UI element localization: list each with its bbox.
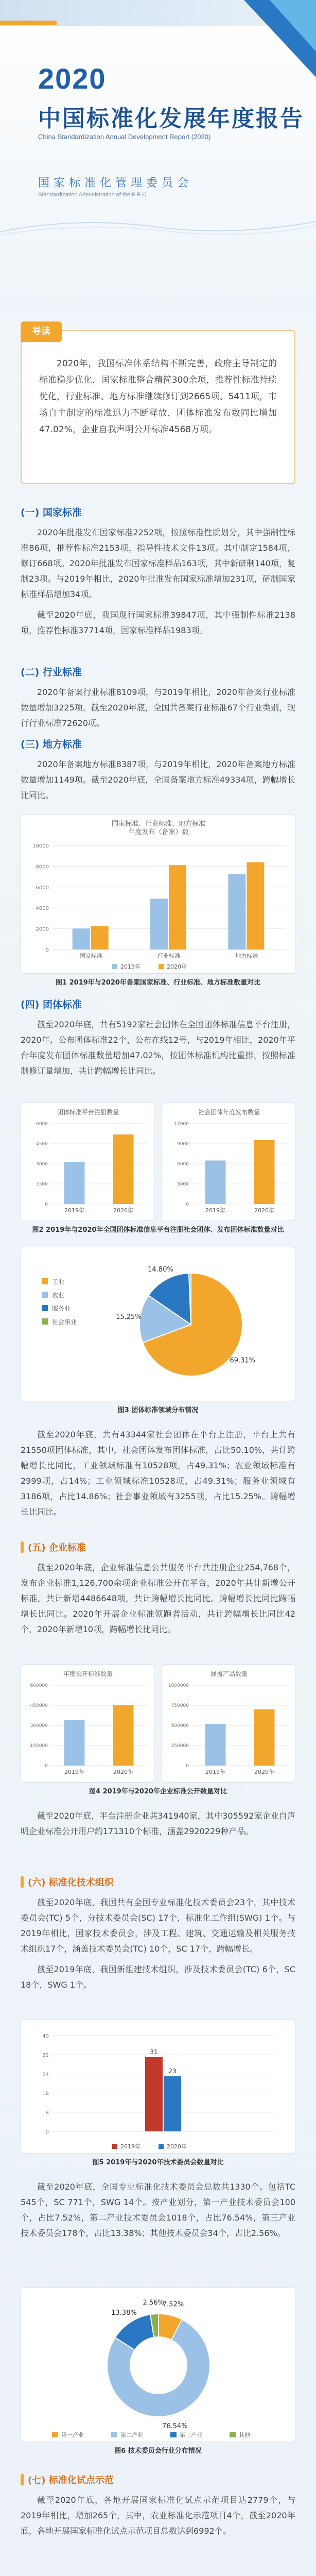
- legend-label: 2020年: [167, 963, 187, 970]
- report-header: [0, 0, 316, 314]
- section-industry-standards: [21, 665, 295, 736]
- y-tick-label: 32: [42, 2053, 49, 2059]
- section-national-standards: [21, 505, 295, 643]
- intro-box: [21, 326, 295, 484]
- legend-label: 第二产业: [120, 2432, 143, 2438]
- legend-swatch: [170, 2432, 177, 2437]
- section-title-text: (七) 标准化试点示范: [28, 2475, 114, 2486]
- chart4-caption: 图4 2019年与2020年企业标准公开数量对比: [89, 1788, 227, 1795]
- legend-label: 2020年: [167, 2143, 187, 2150]
- chart4-container: [21, 1664, 295, 1795]
- section-title-bar: [21, 2474, 24, 2485]
- x-tick-label: 地方标准: [235, 953, 258, 959]
- chart4a-bar-chart: [21, 1665, 155, 1783]
- bar: [228, 874, 245, 950]
- legend-swatch: [52, 2432, 58, 2437]
- intro-text: 2020年，我国标准体系结构不断完善，政府主导制定的标准稳步优化，国家标准整合精简300余项，推荐性标准持续优化，行业标准、地方标准继续修订到2665项、5411项，市场自主制定的标准迅力不断释放，团体标准发布数同比增加47.02%，企业自我声明公开标准4568万项。: [39, 359, 277, 435]
- y-tick-label: 3000: [36, 1162, 48, 1167]
- section-text-2: 截至2020年底，我国现行国家标准39847项，其中强制性标准2138项，推荐性标准37714项，国家标准样品1983项。: [21, 610, 295, 635]
- legend-swatch: [112, 964, 117, 969]
- y-tick-label: 12000: [174, 1122, 189, 1127]
- bar: [247, 862, 264, 950]
- legend-label: 服务业: [52, 1305, 71, 1312]
- bar: [164, 2076, 181, 2131]
- legend-swatch: [42, 1318, 48, 1325]
- bar: [64, 1162, 85, 1204]
- intro-tag: 导读: [21, 321, 62, 342]
- chart1-box: [21, 814, 295, 974]
- bar: [113, 1134, 134, 1204]
- section-text: 截至2020年底，各地开展国家标准化试点示范项目达2779个，与2019年相比，增加265个，其中，农业标准化示范项目4个，截至2020年底，各地开展国家标准化试点示范项目总数达到6992个。: [21, 2495, 295, 2536]
- section-text: 截至2020年底，我国共有全国专业标准化技术委员会23个，其中技术委员会(TC) 5个，分技术委员会(SC) 17个，标准化工作组(SWG) 1个。与2019年相比，国家技术委员会，涉及工程、建筑、交通运输及相关服务技术组织17个，涵盖技术委员会(TC) 10个，SC 17个，跨幅增长。: [21, 1897, 295, 1954]
- chart3-pie-chart: [21, 1247, 296, 1402]
- x-tick-label: 2020年: [254, 1769, 274, 1775]
- section-text: 2020年备案地方标准8387项，与2019年相比，2020年备案地方标准数量增加1149项。截至2020年底，全国备案地方标准49334项，跨幅增长比同比。: [21, 759, 295, 800]
- section-group-standards: [21, 997, 295, 1084]
- y-tick-label: 0: [45, 1764, 48, 1769]
- chart2a-bar-chart: [21, 1103, 155, 1222]
- y-tick-label: 600000: [30, 1683, 48, 1688]
- data-label: 31: [150, 2048, 158, 2056]
- chart1-bar-chart: [21, 815, 296, 974]
- x-tick-label: 2020年: [254, 1207, 274, 1214]
- bar: [145, 2057, 163, 2131]
- pie-label: 15.25%: [116, 1313, 142, 1321]
- section-title: (四) 团体标准: [21, 999, 82, 1010]
- data-label: 23: [168, 2067, 177, 2075]
- chart-title: 年度公开标准数量: [63, 1670, 113, 1677]
- section-text: 截至2020年底，平台注册企业共341940家，其中305592家企业自声明企业标准公开用户约171310个标准，涵盖2920229种产品。: [21, 1811, 295, 1836]
- pie-label: 69.31%: [230, 1357, 256, 1365]
- section-text: 2020年备案行业标准8109项，与2019年相比，2020年备案行业标准数量增加3225项。截至2020年底，全国共备案行业标准67个行业类别，现行行业标准72620项。: [21, 687, 295, 728]
- x-tick-label: 2020年: [113, 1769, 133, 1775]
- section-title: [21, 1875, 295, 1889]
- y-tick-label: 0: [186, 1764, 189, 1769]
- section-title: (一) 国家标准: [21, 507, 82, 518]
- section-pilot-demonstration: [21, 2473, 295, 2544]
- y-tick-label: 6000: [177, 1162, 189, 1167]
- chart3-container: [21, 1247, 295, 1414]
- section-text-2: 截至2019年底，我国新组建技术组织，涉及技术委员会(TC) 6个，SC 18个，SWG 1个。: [21, 1964, 295, 1990]
- report-title-en: China Standardization Annual Development Report (2020): [38, 133, 211, 141]
- pie-label: 7.52%: [162, 2300, 184, 2309]
- chart2a-box: [21, 1103, 154, 1221]
- legend-label: 第三产业: [180, 2432, 202, 2438]
- legend-label: 社会事业: [52, 1318, 77, 1326]
- x-tick-label: 2019年: [205, 1769, 225, 1775]
- legend-swatch: [159, 2144, 164, 2149]
- bar: [254, 1709, 275, 1766]
- y-tick-label: 9000: [177, 1142, 189, 1147]
- section-text: 截至2020年底，共有5192家社会团体在全国团体标准信息平台注册，2020年，公布团体标准22个，公布在线12号，与2019年相比，2020年平台年度发布团体标准数量增加47.02%，按团体标准机构比重排，按照标准制修订量增加，共计跨幅增长比同比。: [21, 1020, 295, 1076]
- y-tick-label: 24: [42, 2072, 49, 2078]
- section-group-distribution: [21, 1427, 295, 1525]
- y-tick-label: 8000: [36, 864, 49, 870]
- bar: [205, 1161, 226, 1205]
- section-title: (三) 地方标准: [21, 739, 82, 750]
- chart1-container: [21, 814, 295, 987]
- chart5-container: [21, 2020, 295, 2166]
- report-title: 中国标准化发展年度报告: [38, 106, 304, 132]
- section-text: 截至2020年底，企业标准信息公共服务平台共注册企业254,768个，发布企业标准1,126,700余项企业标准公开在平台，2020年共计新增公开标准，共计新增4486648项，共计跨幅增长比同比。跨幅增长比同比跨幅增长比同比。2020年开展企业标准领跑者活动，共计跨幅增长比同比42个，2020年新增10项，跨幅增长比同比。: [21, 1563, 295, 1634]
- legend-swatch: [111, 2432, 117, 2437]
- legend-swatch: [42, 1305, 48, 1311]
- y-tick-label: 0: [45, 2129, 49, 2135]
- chart4b-bar-chart: [162, 1665, 296, 1783]
- section-technical-committees: [21, 1875, 295, 1998]
- issuer-name: 国家标准化管理委员会: [38, 177, 193, 190]
- chart6-container: [21, 2287, 295, 2455]
- legend-label: 工业: [52, 1278, 65, 1285]
- y-tick-label: 0: [45, 947, 49, 953]
- chart2b-bar-chart: [162, 1103, 296, 1222]
- report-year: 2020: [38, 62, 107, 95]
- chart2-caption: 图2 2019年与2020年全国团体标准信息平台注册社会团体、发布团体标准数量对比: [32, 1226, 284, 1234]
- x-tick-label: 2020年: [113, 1207, 133, 1214]
- chart2b-box: [162, 1103, 295, 1221]
- section-title: [21, 1540, 295, 1554]
- legend-swatch: [230, 2432, 236, 2437]
- bar: [64, 1720, 85, 1766]
- y-tick-label: 250000: [171, 1743, 189, 1749]
- corner-decoration-yellow: [0, 21, 57, 25]
- x-tick-label: 国家标准: [79, 953, 102, 959]
- chart4a-box: [21, 1664, 154, 1783]
- bar: [150, 899, 168, 950]
- x-tick-label: 2019年: [64, 1207, 84, 1214]
- section-title-bar: [21, 1541, 24, 1553]
- section-text: 截至2020年底，共有43344家社会团体在平台上注册，平台上共有21550项团体标准，其中，社会团体发布团体标准，占比50.10%，共计跨幅增长比同比，工业领域标准有10528项，占49.31%；农业领域标准有2999项，占14%；工业领域标准10528项，占49.31%；服务业领域有3186项，占比14.86%；社会事业领域有3255项，占比15.25%。跨幅增长比同比。: [21, 1430, 295, 1517]
- x-tick-label: 2019年: [64, 1769, 84, 1775]
- x-tick-label: 2019年: [205, 1207, 225, 1214]
- y-tick-label: 0: [45, 1202, 48, 1207]
- y-tick-label: 1000000: [168, 1683, 189, 1688]
- legend-label: 2019年: [120, 963, 141, 970]
- section-text: 截至2020年底，全国专业标准化技术委员会总数共1330个。包括TC 545个，SC 771个，SWG 14个。按产业划分，第一产业技术委员会100个，占比7.52%，第二产业技术委员会1018个，占比76.54%，第三产业技术委员会178个，占比13.38%；其他技术委员会34个，占比2.56%。: [21, 2182, 295, 2238]
- bar: [169, 865, 186, 950]
- y-tick-label: 40: [42, 2033, 49, 2039]
- chart4-row: [21, 1664, 295, 1783]
- corner-decoration-light: [270, 0, 316, 52]
- legend-label: 农业: [52, 1292, 65, 1299]
- section-enterprise-summary: [21, 1808, 295, 1844]
- y-tick-label: 150000: [30, 1743, 48, 1749]
- y-tick-label: 16: [42, 2091, 49, 2097]
- chart3-box: [21, 1247, 295, 1401]
- x-tick-label: 行业标准: [157, 953, 180, 959]
- section-title-text: (六) 标准化技术组织: [28, 1877, 114, 1888]
- legend-label: 2019年: [120, 2143, 141, 2150]
- y-tick-label: 1500: [36, 1182, 48, 1187]
- section-local-standards: [21, 737, 295, 808]
- y-tick-label: 300000: [30, 1723, 48, 1728]
- pie-label: 76.54%: [162, 2422, 188, 2430]
- chart-title: 国家标准、行业标准、地方标准: [111, 820, 206, 828]
- y-tick-label: 6000: [36, 885, 49, 891]
- header-wave-decoration: [0, 216, 316, 237]
- y-tick-label: 4000: [36, 906, 49, 912]
- chart-title: 团体标准平台注册数量: [57, 1109, 119, 1116]
- legend-swatch: [42, 1278, 48, 1284]
- y-tick-label: 500000: [171, 1723, 189, 1728]
- y-tick-label: 750000: [171, 1703, 189, 1708]
- chart2-row: [21, 1103, 295, 1221]
- bar: [73, 928, 90, 950]
- section-enterprise-standards: [21, 1540, 295, 1642]
- pie-label: 14.80%: [148, 1266, 173, 1274]
- section-title: (二) 行业标准: [21, 667, 82, 678]
- legend-swatch: [159, 964, 164, 969]
- chart-title: 年度发布（备案）数: [128, 828, 189, 836]
- issuer-name-en: Standardization Administration of the P.R.C.: [38, 192, 148, 198]
- chart3-caption: 图3 团体标准领域分布情况: [117, 1406, 199, 1414]
- y-tick-label: 2000: [36, 926, 49, 933]
- bar: [254, 1140, 275, 1204]
- y-tick-label: 4500: [36, 1142, 48, 1147]
- bar: [205, 1724, 226, 1766]
- legend-label: 第一产业: [61, 2432, 84, 2438]
- chart1-caption: 图1 2019年与2020年备案国家标准、行业标准、地方标准数量对比: [56, 979, 260, 987]
- chart5-box: [21, 2020, 295, 2154]
- chart-title: 涵盖产品数量: [210, 1670, 248, 1677]
- y-tick-label: 0: [186, 1202, 189, 1207]
- chart6-caption: 图6 技术委员会行业分布情况: [114, 2447, 202, 2455]
- section-title-text: (五) 企业标准: [28, 1543, 86, 1553]
- chart6-pie-chart: [21, 2288, 296, 2443]
- section-title-bar: [21, 1876, 24, 1888]
- chart2-container: [21, 1103, 295, 1234]
- legend-swatch: [42, 1292, 48, 1298]
- legend-label: 其他: [239, 2432, 250, 2438]
- bar: [113, 1705, 134, 1766]
- section-committee-distribution: [21, 2179, 295, 2246]
- chart4b-box: [162, 1664, 295, 1783]
- legend-swatch: [112, 2144, 117, 2149]
- y-tick-label: 6000: [36, 1122, 48, 1127]
- chart6-box: [21, 2287, 295, 2442]
- bar: [91, 926, 109, 950]
- chart-title: 社会团体年度发布数量: [198, 1109, 260, 1116]
- pie-label: 2.56%: [143, 2299, 164, 2307]
- chart5-caption: 图5 2019年与2020年技术委员会数量对比: [92, 2159, 224, 2166]
- y-tick-label: 8: [45, 2110, 49, 2116]
- y-tick-label: 10000: [32, 843, 49, 849]
- section-text: 2020年批准发布国家标准2252项，按照标准性质划分，其中强制性标准86项，推荐性标准2153项，指导性技术文件13项。其中制定1584项，修订668项。2020年批准发布国家标准样品163项，其中新研制140项，复制23项。与2019年相比，2020年批准发布国家标准增加231项，研制国家标准样品增加34项。: [21, 528, 295, 599]
- y-tick-label: 450000: [30, 1703, 48, 1708]
- chart5-bar-chart: [21, 2020, 296, 2154]
- y-tick-label: 3000: [177, 1182, 189, 1187]
- section-title: [21, 2473, 295, 2486]
- pie-label: 13.38%: [111, 2309, 137, 2317]
